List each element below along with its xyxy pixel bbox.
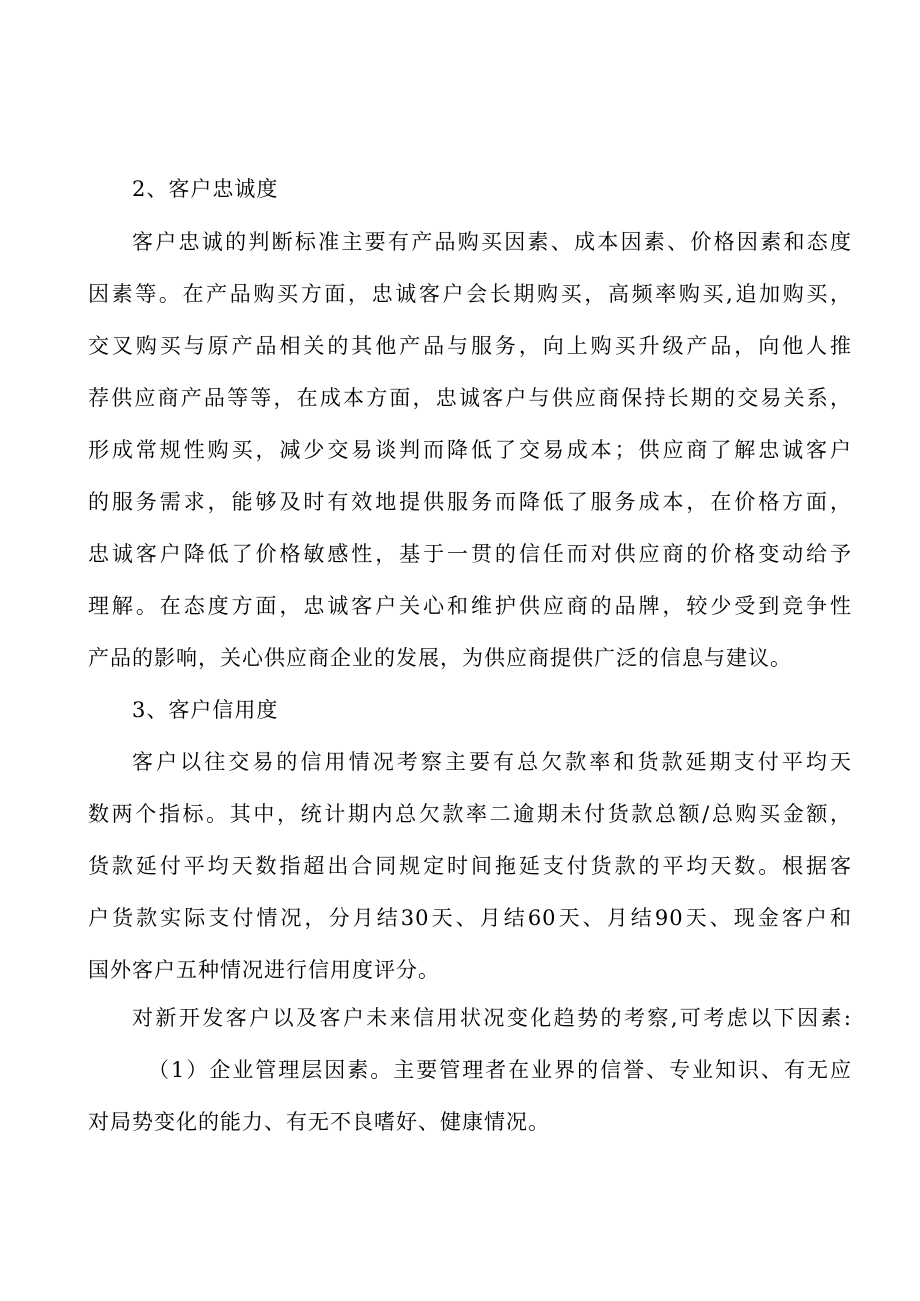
factors-intro: 对新开发客户以及客户未来信用状况变化趋势的考察,可考虑以下因素: bbox=[132, 1006, 852, 1030]
paragraph-line: 因素等。在产品购买方面，忠诚客户会长期购买，高频率购买,追加购买， bbox=[88, 282, 852, 306]
paragraph-line: 产品的影响，关心供应商企业的发展，为供应商提供广泛的信息与建议。 bbox=[88, 646, 792, 670]
paragraph-line: 荐供应商产品等等，在成本方面，忠诚客户与供应商保持长期的交易关系， bbox=[88, 386, 852, 410]
paragraph-line: 理解。在态度方面，忠诚客户关心和维护供应商的品牌，较少受到竞争性 bbox=[88, 594, 852, 618]
factor-item-management-cont: 对局势变化的能力、有无不良嗜好、健康情况。 bbox=[88, 1110, 550, 1134]
section-heading-customer-credit: 3、客户信用度 bbox=[132, 698, 279, 722]
paragraph-line: 客户以往交易的信用情况考察主要有总欠款率和货款延期支付平均天 bbox=[132, 750, 852, 774]
paragraph-line: 形成常规性购买，减少交易谈判而降低了交易成本；供应商了解忠诚客户 bbox=[88, 438, 852, 462]
paragraph-line: 交叉购买与原产品相关的其他产品与服务，向上购买升级产品，向他人推 bbox=[88, 334, 852, 358]
paragraph-line: 忠诚客户降低了价格敏感性，基于一贯的信任而对供应商的价格变动给予 bbox=[88, 542, 852, 566]
paragraph-line: 货款延付平均天数指超出合同规定时间拖延支付货款的平均天数。根据客 bbox=[88, 854, 852, 878]
paragraph-line: 户货款实际支付情况，分月结30天、月结60天、月结90天、现金客户和 bbox=[88, 906, 852, 930]
paragraph-line: 国外客户五种情况进行信用度评分。 bbox=[88, 958, 440, 982]
paragraph-line: 数两个指标。其中，统计期内总欠款率二逾期未付货款总额/总购买金额， bbox=[88, 802, 852, 826]
paragraph-line: 客户忠诚的判断标准主要有产品购买因素、成本因素、价格因素和态度 bbox=[132, 230, 852, 254]
factor-item-management: （1）企业管理层因素。主要管理者在业界的信誉、专业知识、有无应 bbox=[148, 1058, 852, 1082]
section-heading-customer-loyalty: 2、客户忠诚度 bbox=[132, 177, 279, 201]
paragraph-line: 的服务需求，能够及时有效地提供服务而降低了服务成本，在价格方面， bbox=[88, 490, 852, 514]
